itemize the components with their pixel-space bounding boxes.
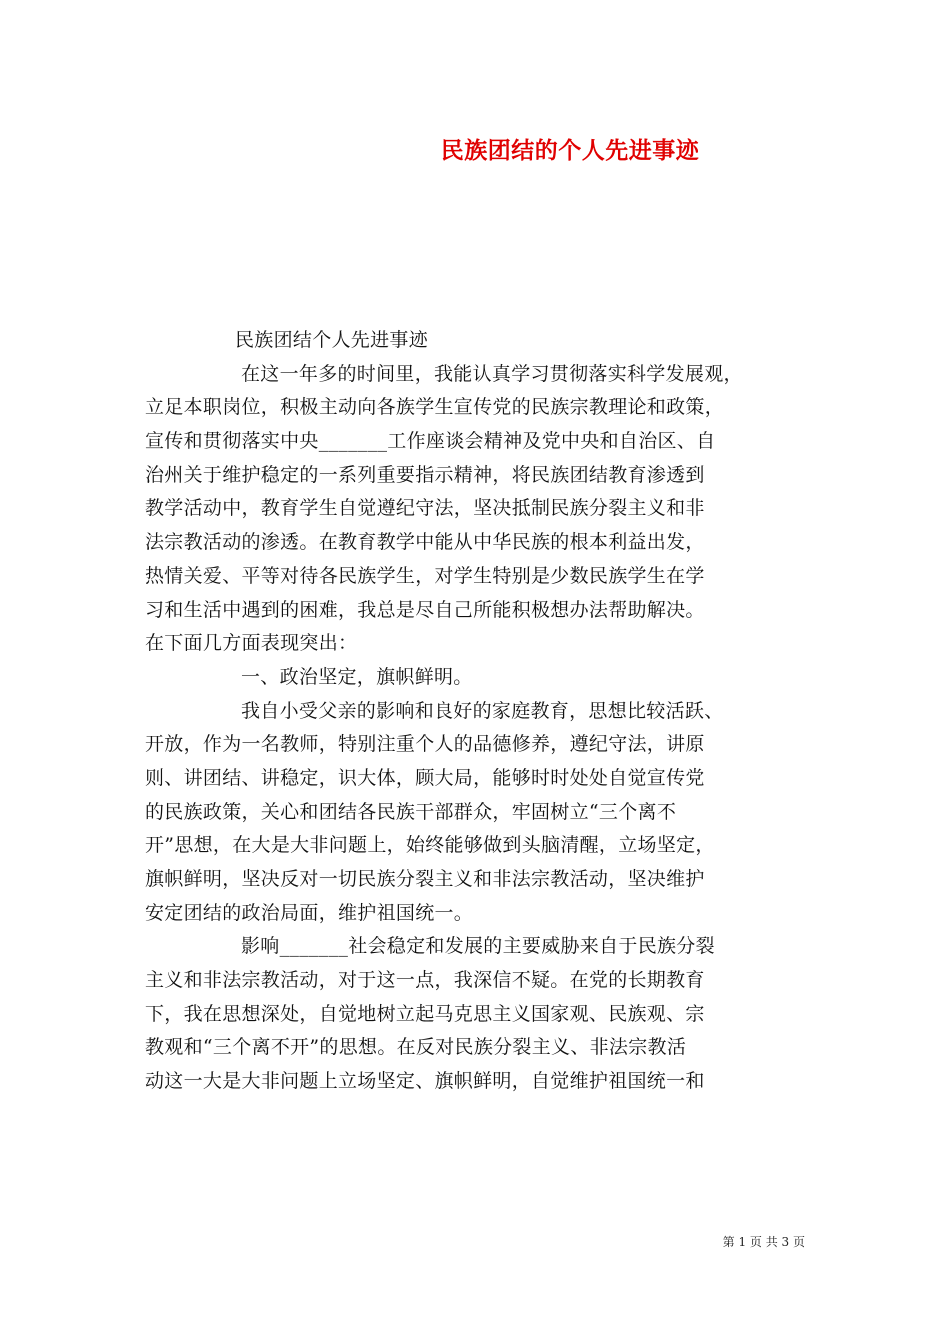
paragraph-line: 教观和“三个离不开”的思想。在反对民族分裂主义、非法宗教活 [145, 1036, 687, 1059]
subtitle: 民族团结个人先进事迹 [235, 329, 429, 351]
paragraph-line: 动这一大是大非问题上立场坚定、旗帜鲜明，自觉维护祖国统一和 [145, 1070, 705, 1093]
paragraph-line: 的民族政策，关心和团结各民族干部群众，牢固树立“三个离不 [145, 800, 677, 823]
paragraph-line: 安定团结的政治局面，维护祖国统一。 [145, 901, 474, 924]
page-number-footer: 第 1 页 共 3 页 [722, 1235, 805, 1249]
paragraph-line: 下，我在思想深处，自觉地树立起马克思主义国家观、民族观、宗 [145, 1002, 705, 1025]
paragraph-line: 教学活动中，教育学生自觉遵纪守法，坚决抵制民族分裂主义和非 [145, 497, 705, 520]
paragraph-line: 影响_______社会稳定和发展的主要威胁来自于民族分裂 [241, 935, 715, 958]
paragraph-line: 在这一年多的时间里，我能认真学习贯彻落实科学发展观， [241, 362, 743, 385]
paragraph-line: 热情关爱、平等对待各民族学生，对学生特别是少数民族学生在学 [145, 564, 705, 587]
paragraph-line: 开放，作为一名教师，特别注重个人的品德修养，遵纪守法，讲原 [145, 733, 705, 756]
section-heading: 一、政治坚定，旗帜鲜明。 [241, 665, 473, 688]
paragraph-line: 宣传和贯彻落实中央_______工作座谈会精神及党中央和自治区、自 [145, 430, 716, 453]
paragraph-line: 我自小受父亲的影响和良好的家庭教育，思想比较活跃、 [241, 699, 724, 722]
paragraph-line: 习和生活中遇到的困难，我总是尽自己所能积极想办法帮助解决。 [145, 598, 705, 621]
paragraph-line: 旗帜鲜明，坚决反对一切民族分裂主义和非法宗教活动，坚决维护 [145, 868, 705, 890]
paragraph-line: 治州关于维护稳定的一系列重要指示精神，将民族团结教育渗透到 [145, 463, 705, 486]
paragraph-line: 主义和非法宗教活动，对于这一点，我深信不疑。在党的长期教育 [145, 969, 705, 992]
paragraph-line: 立足本职岗位，积极主动向各族学生宣传党的民族宗教理论和政策， [145, 396, 725, 419]
document-title: 民族团结的个人先进事迹 [440, 137, 700, 164]
document-body [145, 324, 817, 1099]
paragraph-line: 在下面几方面表现突出： [145, 632, 358, 655]
paragraph-line: 开”思想，在大是大非问题上，始终能够做到头脑清醒，立场坚定， [145, 834, 715, 857]
paragraph-line: 法宗教活动的渗透。在教育教学中能从中华民族的根本利益出发， [145, 531, 705, 554]
paragraph-line: 则、讲团结、讲稳定，识大体，顾大局，能够时时处处自觉宣传党 [145, 766, 705, 789]
